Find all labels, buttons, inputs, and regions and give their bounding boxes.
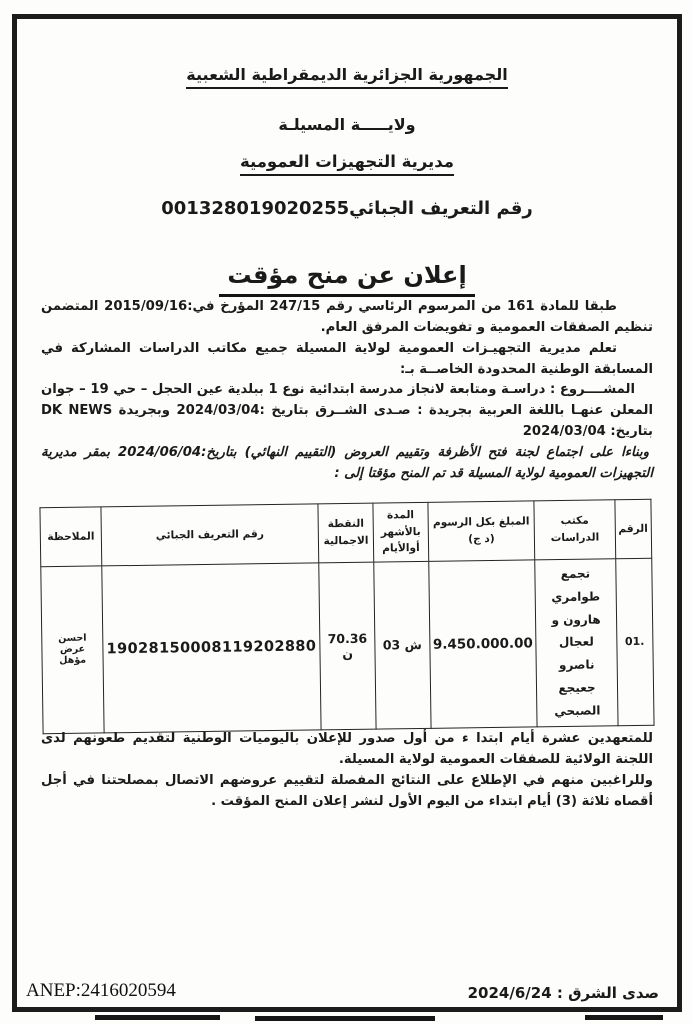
award-table-wrap	[39, 498, 654, 733]
scan-artifact-line	[585, 1015, 663, 1020]
col-header-tax-id: رقم التعريف الجبائي	[101, 504, 319, 566]
table-header-row	[40, 499, 652, 567]
republic-heading-text: الجمهورية الجزائرية الديمقراطية الشعبية	[186, 65, 507, 89]
legal-basis-paragraph: طبقا للمادة 161 من المرسوم الرئاسي رقم 247/15 المؤرخ في:2015/09/16 المتضمن تنظيم الصفقات العمومية و تفويضات المرفق العام.	[41, 299, 653, 335]
document-footer	[26, 980, 659, 1002]
cell-amount: 9.450.000.00	[428, 560, 537, 728]
cell-number: .01	[615, 558, 654, 725]
wilaya-heading: ولايـــــة المسيلـة	[278, 115, 416, 134]
project-line: المشــــروع : دراسـة ومتابعة لانجاز مدرسة ابتدائية نوع 1 ببلدية عين الحجل – حي 19 – جوان	[40, 382, 635, 398]
col-header-number: الرقم	[614, 499, 651, 559]
col-header-total-score: النقطة الاجمالية	[318, 503, 374, 563]
cell-remark: احسن عرض مؤهل	[41, 566, 104, 733]
tax-id-line: رقم التعريف الجبائي001328019020255	[161, 198, 533, 219]
appeal-deadline-paragraph: للمتعهدين عشرة أيام ابتدا ء من أول صدور للإعلان باليوميات الوطنية لتقديم طعونهم لدى اللجنة الولائية للصفقات العمومية لولاية المسيلة.	[41, 731, 653, 768]
directorate-heading	[41, 152, 653, 176]
title-wrap	[41, 261, 653, 297]
col-header-studies-office: مكتب الدراسات	[534, 499, 615, 559]
notice-intro-paragraph: تعلم مديرية التجهيـزات العمومية لولاية المسيلة جميع مكاتب الدراسات المشاركة في المسابقة الوطنية المحدودة الخاصــة بـ:	[41, 340, 653, 377]
cell-duration: 03 ش	[374, 561, 431, 728]
scan-artifact-line	[95, 1015, 220, 1020]
publication-line: المعلن عنهـا باللغة العربية بجريدة : صـدى الشــرق بتاريخ :2024/03/04 وبجريدة DK NEWS بتاريخ: 2024/03/04	[41, 403, 653, 440]
cell-total-score: 70.36 ن	[319, 562, 377, 729]
announcement-title: إعلان عن منح مؤقت	[219, 261, 474, 297]
col-header-duration: المدة بالأشهر أوالأيام	[373, 502, 428, 562]
journal-date: صدى الشرق : 2024/6/24	[467, 984, 659, 1002]
award-table	[39, 498, 654, 733]
scan-artifact-line	[255, 1016, 435, 1021]
document-border-frame	[12, 14, 682, 1012]
directorate-heading-text: مديرية التجهيزات العمومية	[240, 152, 454, 176]
cell-tax-id: 19028150008119202880	[102, 563, 321, 733]
republic-heading	[41, 65, 653, 89]
anep-number: ANEP:2416020594	[26, 980, 176, 1001]
table-row	[41, 558, 654, 733]
cell-studies-office: تجمع طوامري هارون و لعجال ناصرو جعيجع الصبحي	[535, 558, 617, 726]
results-info-paragraph: وللراغبين منهم في الإطلاع على النتائج المفصلة لتقييم عروضهم الاتصال بمصلحتنا في أجل أقصاه ثلاثة (3) أيام ابتداء من اليوم الأول لنشر إعلان المنح المؤقت .	[41, 773, 653, 809]
committee-meeting-paragraph: وبناءا على اجتماع لجنة فتح الأظرفة وتقييم العروض (التقييم النهائي) بتاريخ:2024/06/04 بمقر مديرية التجهيزات العمومية لولاية المسيلة قد تم المنح مؤقتا إلى :	[41, 445, 653, 481]
col-header-amount: المبلغ بكل الرسوم (د ج)	[427, 501, 535, 561]
document-content	[17, 19, 677, 813]
col-header-remark: الملاحظة	[40, 507, 102, 567]
